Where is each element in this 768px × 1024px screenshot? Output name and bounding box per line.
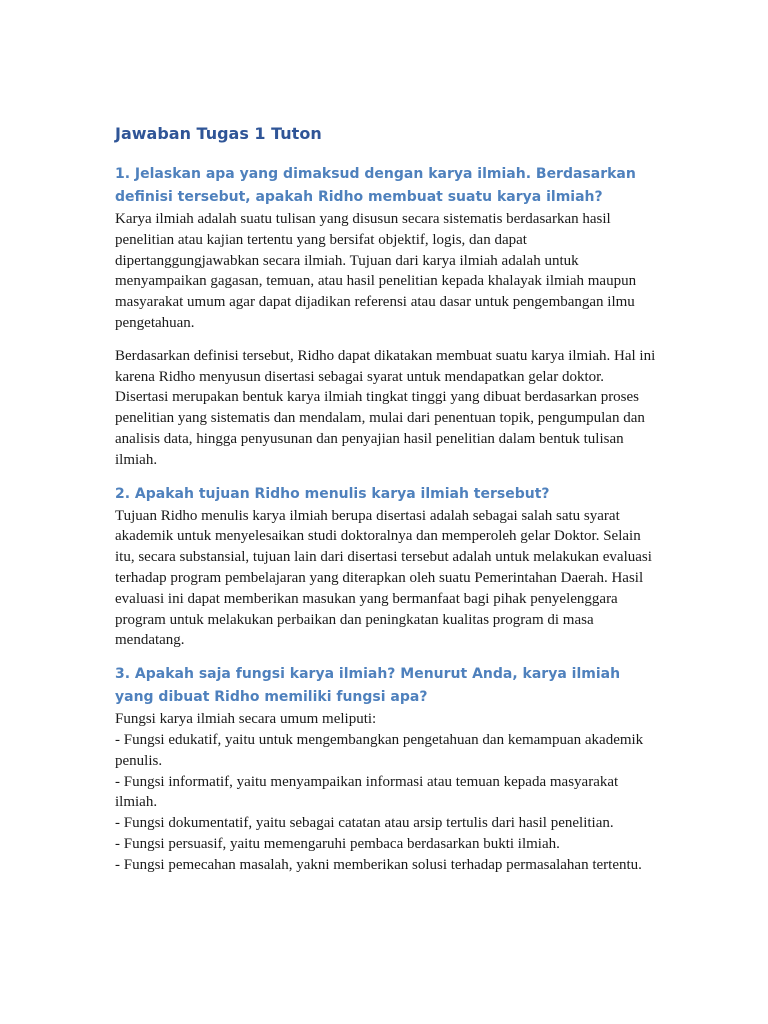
answer-2-paragraph-1: Tujuan Ridho menulis karya ilmiah berupa disertasi adalah sebagai salah satu syarat akademik untuk menyelesaikan studi doktoralnya dan memperoleh gelar Doktor. Selain itu, secara substansial, tujuan lain dari disertasi tersebut adalah untuk melakukan evaluasi terhadap program pembelajaran yang diterapkan oleh suatu Pemerintahan Daerah. Hasil evaluasi ini dapat memberikan masukan yang bermanfaat bagi pihak penyelenggara program untuk melakukan perbaikan dan peningkatan kualitas program di masa mendatang. bbox=[115, 507, 652, 649]
document-title: Jawaban Tugas 1 Tuton bbox=[115, 124, 322, 143]
list-item: - Fungsi edukatif, yaitu untuk mengembangkan pengetahuan dan kemampuan akademik penulis. bbox=[115, 731, 644, 769]
list-item: - Fungsi pemecahan masalah, yakni memberikan solusi terhadap permasalahan tertentu. bbox=[115, 856, 642, 873]
section-3 bbox=[115, 663, 660, 875]
section-2 bbox=[115, 483, 660, 652]
document-page bbox=[115, 122, 660, 876]
question-1: 1. Jelaskan apa yang dimaksud dengan karya ilmiah. Berdasarkan definisi tersebut, apakah Ridho membuat suatu karya ilmiah? bbox=[115, 166, 636, 205]
function-list bbox=[115, 730, 660, 876]
list-item: - Fungsi informatif, yaitu menyampaikan informasi atau temuan kepada masyarakat ilmiah. bbox=[115, 773, 619, 811]
answer-3-intro: Fungsi karya ilmiah secara umum meliputi: bbox=[115, 711, 377, 728]
answer-1-paragraph-2: Berdasarkan definisi tersebut, Ridho dapat dikatakan membuat suatu karya ilmiah. Hal ini karena Ridho menyusun disertasi sebagai syarat untuk mendapatkan gelar doktor. Disertasi merupakan bentuk karya ilmiah tingkat tinggi yang dibuat berdasarkan proses penelitian yang sistematis dan mendalam, mulai dari penentuan topik, pengumpulan dan analisis data, hingga penyusunan dan penyajian hasil penelitian dalam bentuk tulisan ilmiah. bbox=[115, 347, 656, 468]
question-3: 3. Apakah saja fungsi karya ilmiah? Menurut Anda, karya ilmiah yang dibuat Ridho memiliki fungsi apa? bbox=[115, 666, 621, 706]
section-1 bbox=[115, 163, 660, 471]
question-2: 2. Apakah tujuan Ridho menulis karya ilmiah tersebut? bbox=[115, 485, 550, 502]
answer-1-paragraph-1: Karya ilmiah adalah suatu tulisan yang disusun secara sistematis berdasarkan hasil penelitian atau kajian tertentu yang bersifat objektif, logis, dan dapat dipertanggungjawabkan secara ilmiah. Tujuan dari karya ilmiah adalah untuk menyampaikan gagasan, temuan, atau hasil penelitian kepada khalayak ilmiah maupun masyarakat umum agar dapat dijadikan referensi atau dasar untuk pengembangan ilmu pengetahuan. bbox=[115, 211, 637, 331]
list-item: - Fungsi persuasif, yaitu memengaruhi pembaca berdasarkan bukti ilmiah. bbox=[115, 835, 560, 852]
list-item: - Fungsi dokumentatif, yaitu sebagai catatan atau arsip tertulis dari hasil penelitian. bbox=[115, 815, 614, 832]
